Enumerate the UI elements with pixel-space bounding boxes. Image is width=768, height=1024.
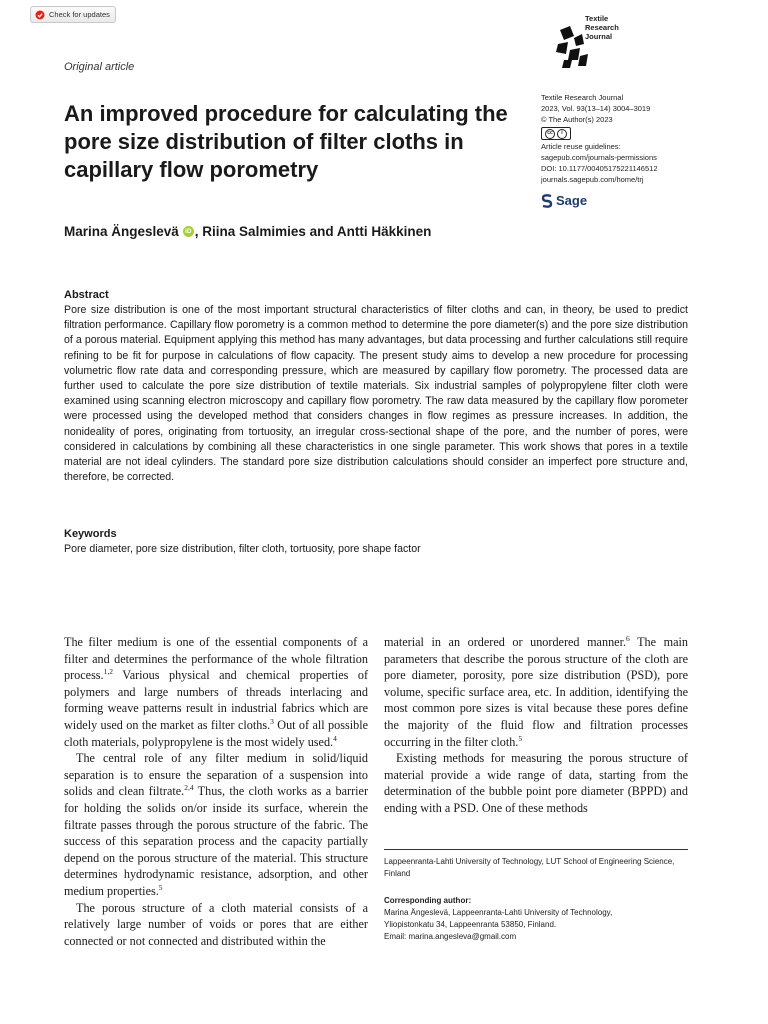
footnote-divider bbox=[384, 849, 688, 850]
journal-name: Textile Research Journal bbox=[541, 93, 624, 102]
coauthor-names: , Riina Salmimies and Antti Häkkinen bbox=[194, 224, 432, 239]
copyright: © The Author(s) 2023 bbox=[541, 115, 613, 124]
cc-license-icon[interactable] bbox=[541, 127, 571, 140]
paragraph: The filter medium is one of the essential components of a filter and determines the performance of the whole filtration process.$^{1,2}$ Various physical and chemical properties of polymers and large numbers of threads interlacing and forming weave patterns result in industrial fabrics which are widely used on the market as filter cloths.$^3$ Out of all possible cloth materials, polypropylene is the most widely used.$^4$ bbox=[64, 635, 368, 749]
reuse-link[interactable]: sagepub.com/journals-permissions bbox=[541, 153, 657, 162]
corresponding-line: Yliopistonkatu 34, Lappeenranta 53850, Finland. bbox=[384, 920, 557, 929]
cc-icon: cc bbox=[545, 129, 555, 139]
keywords-heading: Keywords bbox=[64, 528, 117, 540]
check-for-updates-label: Check for updates bbox=[49, 10, 110, 19]
body-column-left bbox=[64, 634, 368, 949]
citation-ref[interactable]: 1,2 bbox=[103, 667, 113, 677]
logo-line: Journal bbox=[585, 32, 613, 41]
citation-ref[interactable]: 5 bbox=[158, 882, 163, 892]
citation-ref[interactable]: 5 bbox=[518, 733, 523, 743]
author-name: Marina Ängeslevä bbox=[64, 224, 179, 239]
check-for-updates-button[interactable] bbox=[30, 6, 116, 23]
corresponding-email[interactable]: Email: marina.angesleva@gmail.com bbox=[384, 932, 517, 941]
citation-ref[interactable]: 4 bbox=[333, 733, 337, 743]
paragraph: Existing methods for measuring the porous structure of material provide a wide range of data, starting from the determination of the bubble point pore diameter (BPPD) and ending with a PSD. One of these methods bbox=[384, 751, 688, 815]
paragraph: material in an ordered or unordered manner.$^6$ The main parameters that describe the porous structure of the cloth are pore diameter, porosity, pore size distribution (PSD), pore volume, specific surface area, etc. In addition, identifying the most common pore sizes is vital because these pores define the majority of the fluid flow and filtration processes occurring in the filter cloth.$^5$ bbox=[384, 633, 688, 749]
affiliation: Lappeenranta-Lahti University of Technology, LUT School of Engineering Science, Finland bbox=[384, 857, 675, 878]
citation-ref[interactable]: 3 bbox=[270, 716, 274, 726]
journal-logo-text bbox=[585, 14, 619, 41]
abstract-text: Pore size distribution is one of the most important structural characteristics of filter cloths and can, in theory, be used to predict filtration performance. Capillary flow porometry is a common method to determine the pore diameter(s) and the pore size distribution of a porous material. Equipment applying this method has many advantages, but data processing and further calculations still require refining to be fit for purpose in calculations of flow capacity. The present study aims to develop a new procedure for processing volumetric flow rate data and corresponding pressure, which are measured by capillary flow porometry. The processed data are further used to calculate the pore size distribution of textile materials. Six industrial samples of polypropylene filter cloth were examined using scanning electron microscopy and capillary flow porometry. The raw data measured by the capillary flow porometer were processed using the developed method that considers changes in flow regimes as pressure increases. In addition, the nonideality of pores, originating from tortuosity, an irregular cross-sectional shape of the pore, and the number of pores, were considered in calculations by combining all these characteristics in one single parameter. This work shows that pores in a textile material are not ideal cylinders. The standard pore size distribution calculations should consider an imperfect pore structure and, therefore, be corrected. bbox=[64, 304, 688, 484]
keywords-text: Pore diameter, pore size distribution, filter cloth, tortuosity, pore shape factor bbox=[64, 543, 421, 555]
logo-line: Textile bbox=[585, 14, 609, 23]
paragraph: The central role of any filter medium in solid/liquid separation is to ensure the separation of a suspension into solids and clean filtrate.$^{2,4}$ Thus, the cloth works as a barrier for holding the solids on/or inside its surface, wherein the filtrate passes through the porous structure of the fabric. The success of this separation process and the capacity partially depend on the porous structure of the material. This structure determines hydrodynamic resistance, adsorption, and other medium properties.$^5$ bbox=[64, 751, 368, 898]
paragraph: The porous structure of a cloth material consists of a relatively large number of voids or pores that are either connected or not connected and distributed within the bbox=[64, 900, 368, 948]
volume-info: 2023, Vol. 93(13–14) 3004–3019 bbox=[541, 104, 651, 113]
body-column-right bbox=[384, 634, 688, 817]
doi-link[interactable]: DOI: 10.1177/00405175221146512 bbox=[541, 164, 658, 173]
corresponding-line: Marina Ängeslevä, Lappeenranta-Lahti University of Technology, bbox=[384, 908, 613, 917]
journal-home-link[interactable]: journals.sagepub.com/home/trj bbox=[541, 175, 644, 184]
citation-ref[interactable]: 2,4 bbox=[184, 783, 194, 793]
citation-ref[interactable]: 6 bbox=[626, 633, 630, 643]
sage-logo bbox=[541, 193, 587, 208]
publisher-name: Sage bbox=[556, 193, 588, 208]
attribution-icon: i bbox=[557, 129, 567, 139]
corresponding-heading: Corresponding author: bbox=[384, 896, 472, 905]
corresponding-author bbox=[384, 895, 688, 943]
abstract-heading: Abstract bbox=[64, 289, 109, 301]
reuse-label: Article reuse guidelines: bbox=[541, 142, 621, 151]
update-icon bbox=[35, 10, 45, 20]
publication-info bbox=[541, 92, 741, 185]
author-list bbox=[64, 224, 431, 239]
article-type: Original article bbox=[64, 61, 135, 73]
sage-icon bbox=[541, 194, 553, 208]
logo-line: Research bbox=[585, 23, 619, 32]
article-title: An improved procedure for calculating the pore size distribution of filter cloths in capillary flow porometry bbox=[64, 101, 508, 182]
orcid-icon[interactable]: iD bbox=[183, 226, 194, 237]
